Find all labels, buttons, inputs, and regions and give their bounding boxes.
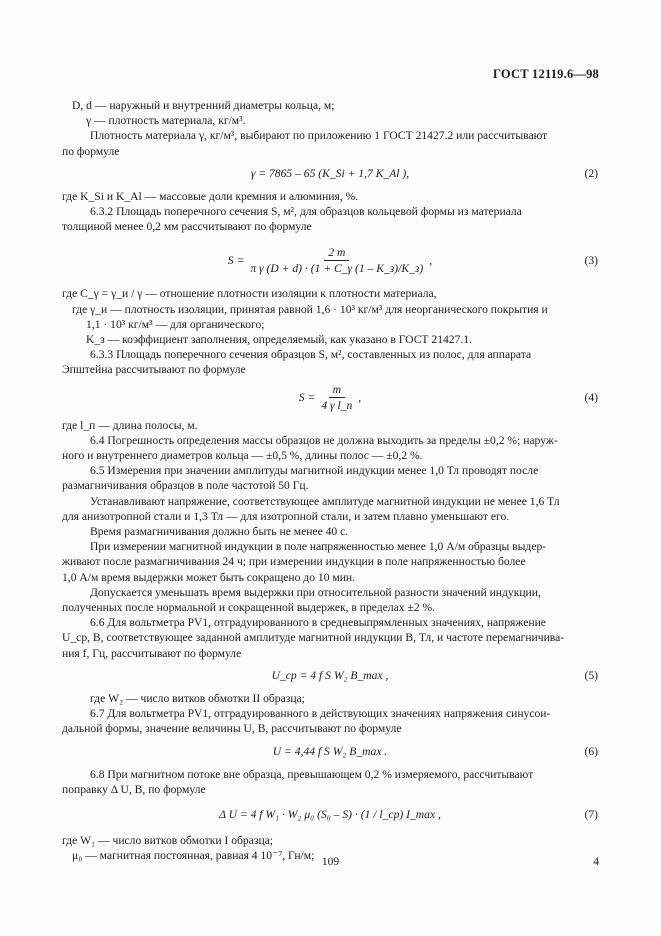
page-number: 109 — [321, 856, 340, 868]
text-line: 6.3.3 Площадь поперечного сечения образцов S, м², составленных из полос, для аппарата — [90, 348, 532, 362]
text-line: где W₂ — число витков обмотки II образца; — [90, 691, 305, 705]
text-line: где K_Si и K_Al — массовые доли кремния и алюминия, %. — [62, 189, 359, 203]
text-line: Плотность материала γ, кг/м³, выбирают по приложению 1 ГОСТ 21427.2 или рассчитывают — [90, 129, 548, 143]
text-line: Допускается уменьшать время выдержки при относительной разности значений индукции, — [90, 585, 541, 599]
text-line: γ — плотность материала, кг/м³. — [86, 114, 246, 128]
text-line: При измерении магнитной индукции в поле напряженностью менее 1,0 А/м образцы выдер- — [90, 540, 547, 554]
fraction — [317, 382, 356, 413]
formula-4 — [62, 378, 598, 418]
formula-5 — [62, 661, 598, 691]
text-line: для анизотропной стали и 1,3 Тл — для изотропной стали, и затем плавно уменьшают его. — [62, 509, 510, 523]
denominator: π γ (D + d) · (1 + C_γ (1 – K_з)/K_з) — [250, 261, 424, 275]
formula-lhs: S = — [227, 253, 245, 267]
text-line: Время размагничивания должно быть не менее 40 с. — [90, 525, 349, 539]
text-line: K_з — коэффициент заполнения, определяемый, как указано в ГОСТ 21427.1. — [86, 333, 472, 347]
formula-number: (2) — [584, 167, 598, 181]
text-line: живают после размагничивания 24 ч; при измерении индукции в поле напряженностью более — [62, 555, 526, 569]
text-line: 6.5 Измерения при значении амплитуды магнитной индукции менее 1,0 Тл проводят после — [90, 464, 539, 478]
fraction — [246, 245, 427, 276]
formula-2 — [62, 159, 598, 189]
formula-number: (7) — [584, 808, 598, 822]
numerator: m — [329, 382, 345, 398]
text-line: где γ_и — плотность изоляции, принятая равной 1,6 · 10³ кг/м³ для неорганического покрытия и — [72, 302, 548, 316]
formula-6 — [62, 737, 598, 767]
formula-text: U = 4,44 f S W₂ B_max . — [272, 744, 388, 758]
text-line: толщиной менее 0,2 мм рассчитывают по формуле — [62, 220, 312, 234]
text-line: μ₀ — магнитная постоянная, равная 4 10⁻⁷, Гн/м; — [72, 849, 315, 863]
formula-number: (6) — [584, 744, 598, 758]
denominator: 4 γ l_п — [321, 399, 353, 413]
formula-tail: , — [358, 391, 362, 405]
document-header: ГОСТ 12119.6—98 — [493, 67, 599, 81]
formula-number: (3) — [584, 253, 598, 267]
text-line: ния f, Гц, рассчитывают по формуле — [62, 646, 242, 660]
text-line: 1,0 А/м время выдержки может быть сокращено до 10 мин. — [62, 570, 356, 584]
formula-3: S = $\frac{2 m}{\text{π γ (D + d) · (1 + C\_γ (1 – K\_з)/K\_з)}}$ , (3) — [227, 245, 598, 275]
text-line: размагничивания образцов в поле частотой 50 Гц. — [62, 479, 309, 493]
text-line: Устанавливают напряжение, соответствующее амплитуде магнитной индукции не менее 1,6 Тл — [90, 494, 560, 508]
text-line: где l_п — длина полосы, м. — [62, 418, 198, 432]
text-line: 6.3.2 Площадь поперечного сечения S, м², для образцов кольцевой формы из материала — [90, 205, 522, 219]
text-line: ного и внутреннего диаметров кольца — ±0,5 %, длины полос — ±0,2 %. — [62, 449, 423, 463]
text-line: где W₁ — число витков обмотки I образца; — [62, 833, 274, 847]
text-line: Эпштейна рассчитывают по формуле — [62, 363, 246, 377]
text-line: 6.7 Для вольтметра PV1, отградуированного в действующих значениях напряжения синусои- — [90, 707, 551, 721]
text-line: полученных после нормальной и сокращенной выдержек, в пределах ±2 %. — [62, 601, 436, 615]
formula-lhs: S = — [298, 391, 316, 405]
formula-text: γ = 7865 – 65 (K_Si + 1,7 K_Al ), — [250, 167, 410, 181]
text-line: D, d — наружный и внутренний диаметры кольца, м; — [72, 99, 335, 112]
text-line: по формуле — [62, 144, 120, 158]
text-line: где C_γ = γ_и / γ — отношение плотности изоляции к плотности материала, — [62, 287, 437, 301]
text-line: 6.4 Погрешность определения массы образцов не должна выходить за пределы ±0,2 %; наруж- — [90, 433, 558, 447]
formula-text: Δ U = 4 f W₁ · W₂ μ₀ (S₀ – S) · (1 / l_ср) I_max , — [219, 808, 441, 822]
text-line: U_ср, В, соответствующее заданной амплитуде магнитной индукции B, Тл, и частоте перемагничива- — [62, 631, 565, 645]
sheet-number: 4 — [593, 856, 599, 868]
text-line: поправку Δ U, В, по формуле — [62, 782, 206, 796]
text-line: 1,1 · 10³ кг/м³ — для органического; — [86, 317, 265, 331]
formula-number: (4) — [584, 391, 598, 405]
formula-number: (5) — [584, 669, 598, 683]
text-line: 6.8 При магнитном потоке вне образца, превышающем 0,2 % измеряемого, рассчитывают — [90, 767, 534, 781]
text-line: дальной формы, значение величины U, В, рассчитывают по формуле — [62, 722, 402, 736]
formula-text: U_ср = 4 f S W₂ B_max , — [271, 669, 389, 683]
text-line: 6.6 Для вольтметра PV1, отградуированного в средневыпрямленных значениях, напряжение — [90, 616, 546, 630]
document-body — [62, 98, 598, 863]
formula-7 — [62, 797, 598, 833]
numerator: 2 m — [324, 245, 349, 261]
